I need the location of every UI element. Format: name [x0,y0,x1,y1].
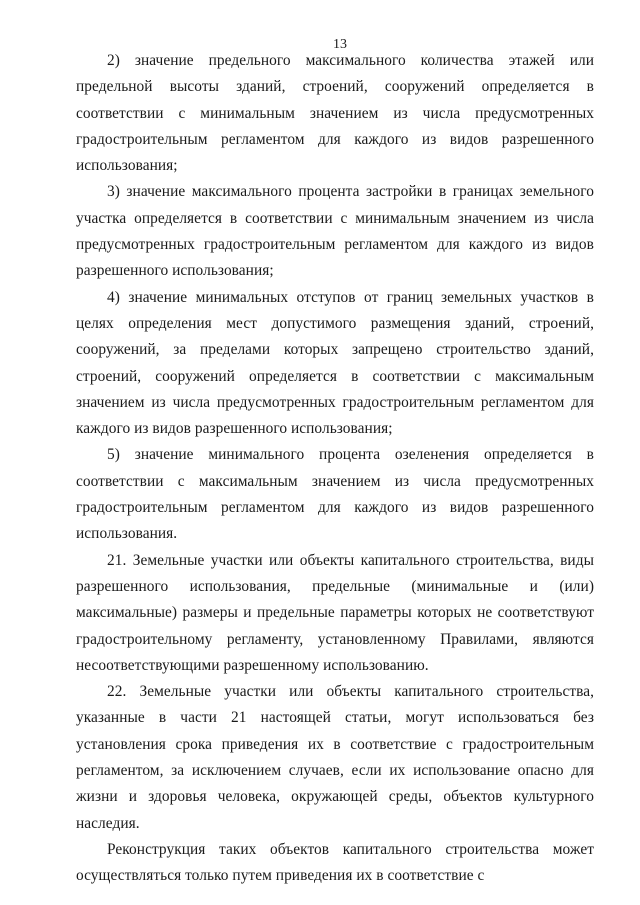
paragraph-clause-21: 21. Земельные участки или объекты капитального строительства, виды разрешенного использования, предельные (минимальные и (или) максимальные) размеры и предельные параметры которых не соответствуют градостроительному регламенту, установленному Правилами, являются несоответствующими разрешенному использованию. [76,551,594,674]
paragraph-item-5: 5) значение минимального процента озеленения определяется в соответствии с максимальным значением из числа предусмотренных градостроительным регламентом для каждого из видов разрешенного использования. [76,446,594,543]
paragraph-clause-22: 22. Земельные участки или объекты капитального строительства, указанные в части 21 настоящей статьи, могут использоваться без установления срока приведения их в соответствие с градостроительным регламентом, за исключением случаев, если их использование опасно для жизни и здоровья человека, окружающей среды, объектов культурного наследия. [76,683,594,832]
document-body [76,48,594,890]
paragraph-item-3: 3) значение максимального процента застройки в границах земельного участка определяется в соответствии с минимальным значением из числа предусмотренных градостроительным регламентом для каждого из видов разрешенного использования; [76,183,594,280]
page-number: 13 [333,37,347,52]
paragraph-item-4: 4) значение минимальных отступов от границ земельных участков в целях определения мест допустимого размещения зданий, строений, сооружений, за пределами которых запрещено строительство зданий, строений, сооружений определяется в соответствии с максимальным значением из числа предусмотренных градостроительным регламентом для каждого из видов разрешенного использования; [76,288,594,438]
paragraph-reconstruction: Реконструкция таких объектов капитального строительства может осуществляться только путем приведения их в соответствие с [76,840,594,885]
paragraph-item-2: 2) значение предельного максимального количества этажей или предельной высоты зданий, строений, сооружений определяется в соответствии с минимальным значением из числа предусмотренных градостроительным регламентом для каждого из видов разрешенного использования; [76,52,594,175]
